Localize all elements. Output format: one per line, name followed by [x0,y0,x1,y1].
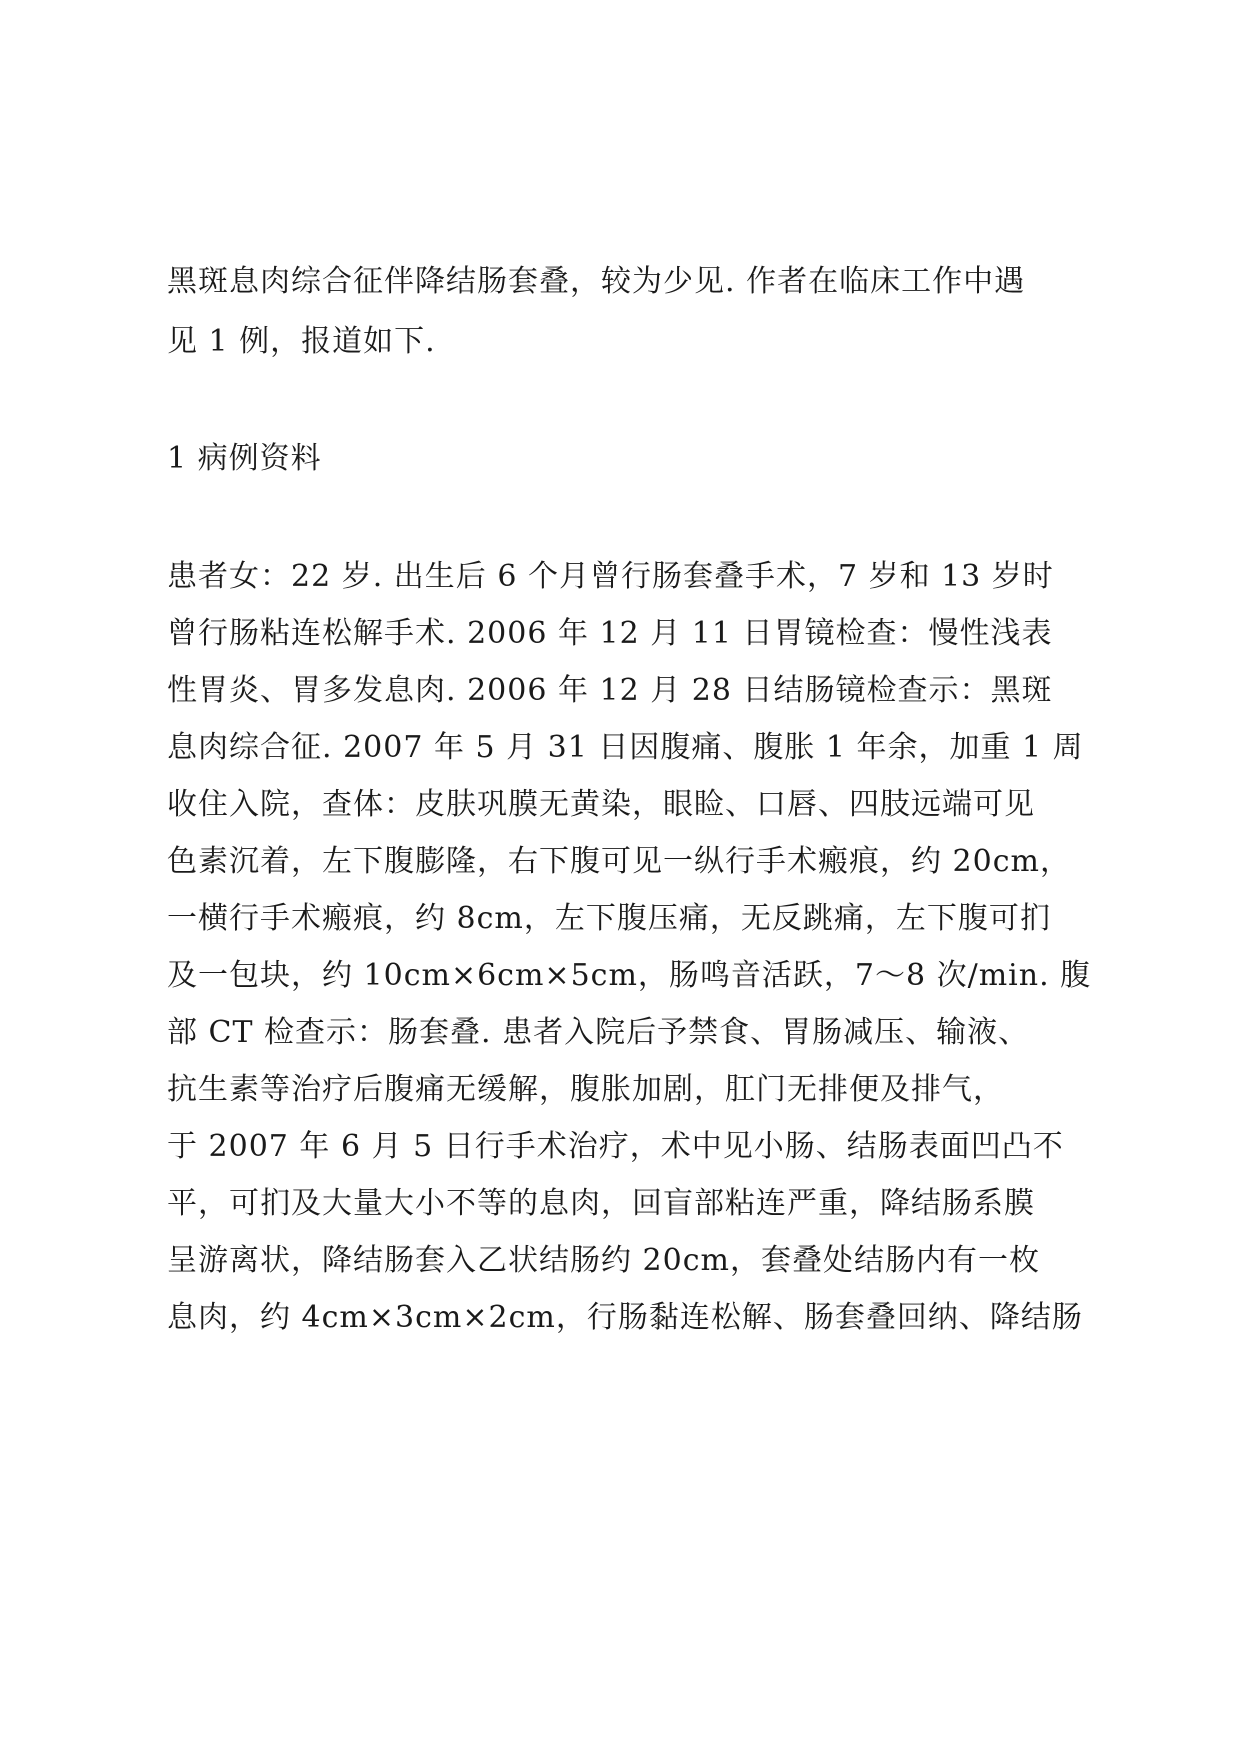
case-line-8: 及一包块，约 10cm×6cm×5cm，肠鸣音活跃，7～8 次/min. 腹 [167,958,1092,993]
case-line-7: 一横行手术瘢痕，约 8cm，左下腹压痛，无反跳痛，左下腹可扪 [167,901,1051,936]
case-line-10: 抗生素等治疗后腹痛无缓解，腹胀加剧，肛门无排便及排气， [167,1072,1004,1107]
case-line-14: 息肉，约 4cm×3cm×2cm，行肠黏连松解、肠套叠回纳、降结肠 [167,1300,1083,1335]
case-line-12: 平，可扪及大量大小不等的息肉，回盲部粘连严重，降结肠系膜 [167,1186,1035,1221]
case-line-1: 患者女：22 岁. 出生后 6 个月曾行肠套叠手术，7 岁和 13 岁时 [167,559,1054,594]
intro-line-1: 黑斑息肉综合征伴降结肠套叠，较为少见. 作者在临床工作中遇 [167,264,1026,299]
case-line-2: 曾行肠粘连松解手术. 2006 年 12 月 11 日胃镜检查：慢性浅表 [167,616,1053,651]
case-line-5: 收住入院，查体：皮肤巩膜无黄染，眼睑、口唇、四肢远端可见 [167,787,1035,822]
intro-line-2: 见 1 例，报道如下. [167,324,436,359]
case-line-13: 呈游离状，降结肠套入乙状结肠约 20cm，套叠处结肠内有一枚 [167,1243,1040,1278]
case-line-11: 于 2007 年 6 月 5 日行手术治疗，术中见小肠、结肠表面凹凸不 [167,1129,1064,1164]
case-line-3: 性胃炎、胃多发息肉. 2006 年 12 月 28 日结肠镜检查示：黑斑 [167,673,1053,708]
case-line-6: 色素沉着，左下腹膨隆，右下腹可见一纵行手术瘢痕，约 20cm， [167,844,1071,879]
case-line-4: 息肉综合征. 2007 年 5 月 31 日因腹痛、腹胀 1 年余，加重 1 周 [167,730,1084,765]
section-heading: 1 病例资料 [167,441,322,476]
case-line-9: 部 CT 检查示：肠套叠. 患者入院后予禁食、胃肠减压、输液、 [167,1015,1030,1050]
